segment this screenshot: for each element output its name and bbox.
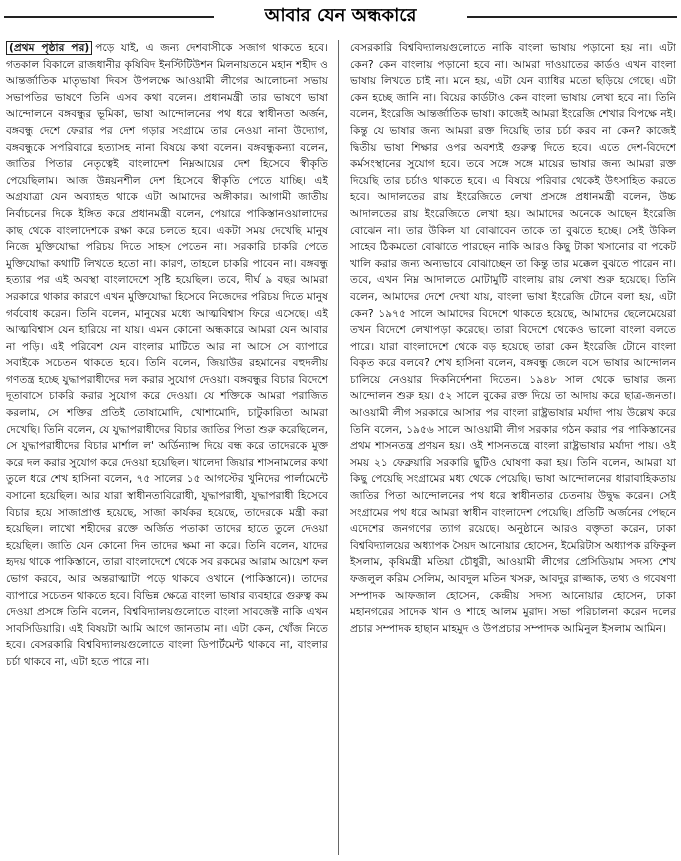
article-column-left	[6, 40, 328, 855]
article-paragraph-left	[6, 40, 328, 671]
continued-from-label: (প্রথম পৃষ্ঠার পর)	[6, 41, 92, 55]
headline-rule-left	[4, 16, 214, 18]
headline-rule-right	[467, 16, 677, 18]
article-body-right: বেসরকারি বিশ্ববিদ্যালয়গুলোতে নাকি বাংলা ভাষায় পড়ানো হয় না। এটা কেন? কেন বাংলায় পড়ানো হবে না। আমরা দাওয়াতের কার্ডও এখন বাংলা ভাষায় লিখতে চাই না। মনে হয়, এটা যেন ব্যাধির মতো ছড়িয়ে গেছে। এটা কেন হচ্ছে জানি না। বিয়ের কার্ডটাও কেন বাংলা ভাষায় লেখা হবে না। তিনি বলেন, ইংরেজি আন্তর্জাতিক ভাষা। কাজেই আমরা ইংরেজি শেখার বিপক্ষে নই। কিন্তু যে ভাষার জন্য আমরা রক্ত দিয়েছি তার চর্চা করব না কেন? কাজেই দ্বিতীয় ভাষা শিক্ষার ওপর অবশ্যই গুরুত্ব দিতে হবে। এতে দেশ-বিদেশে কর্মসংস্থানের সুযোগ হবে। তবে সঙ্গে সঙ্গে মায়ের ভাষার জন্য আমরা রক্ত দিয়েছি তার চর্চাও থাকতে হবে। এ বিষয়ে পরিবার থেকেই উৎসাহিত করতে হবে। আদালতের রায় ইংরেজিতে লেখা প্রসঙ্গে প্রধানমন্ত্রী বলেন, উচ্চ আদালতের রায় ইংরেজিতে লেখা হয়। আমাদের অনেকে আছেন ইংরেজি বোঝেন না। তার উকিল যা বোঝাবেন তাকে তা বুঝতে হচ্ছে। সেই উকিল সাহেব ঠিকমতো বোঝাতে পারছেন নাকি আরও কিছু টাকা খসানোর বা পকেট খালি করার জন্য অন্যভাবে বোঝাচ্ছেন তা কিন্তু তার মক্কেল বুঝতে পারেন না। তবে, এখন নিম্ন আদালতে মোটামুটি বাংলায় রায় লেখা শুরু হয়েছে। তিনি বলেন, আমাদের দেশে দেখা যায়, বাংলা ভাষা ইংরেজি টোনে বলা হয়, এটা কেন? ১৯৭৫ সালে আমাদের বিদেশে থাকতে হয়েছে, আমাদের ছেলেমেয়েরা তখন বিদেশে লেখাপড়া করেছে। তারা বিদেশে থেকেও ভালো বাংলা বলতে পারে। যারা বাংলাদেশে থেকে বড় হয়েছে তারা কেন ইংরেজি টোনে বাংলা বিকৃত করে বলবে? শেখ হাসিনা বলেন, বঙ্গবন্ধু জেলে বসে ভাষার আন্দোলন চালিয়ে নেওয়ার দিকনির্দেশনা দিতেন। ১৯৪৮ সাল থেকে ভাষার জন্য আন্দোলন শুরু হয়। ৫২ সালে বুকের রক্ত দিয়ে তা আদায় করে ছাত্র-জনতা। আওয়ামী লীগ সরকারে আসার পর বাংলা রাষ্ট্রভাষার মর্যাদা পায় উল্লেখ করে তিনি বলেন, ১৯৫৬ সালে আওয়ামী লীগ সরকার গঠন করার পর পাকিস্তানের প্রথম শাসনতন্ত্র প্রণয়ন হয়। ওই শাসনতন্ত্রে বাংলা রাষ্ট্রভাষার মর্যাদা পায়। ওই সময় ২১ ফেব্রুয়ারি সরকারি ছুটিও ঘোষণা করা হয়। তিনি বলেন, আমরা যা কিছু পেয়েছি সংগ্রামের মধ্য থেকে পেয়েছি। ভাষা আন্দোলনের ধারাবাহিকতায় জাতির পিতা আন্দোলনের পথ ধরে স্বাধীনতার চেতনায় উদ্বুদ্ধ করেন। সেই সংগ্রামের পথ ধরে আমরা স্বাধীন বাংলাদেশ পেয়েছি। প্রতিটি অর্জনের পেছনে এদেশের জনগণের ত্যাগ রয়েছে। অনুষ্ঠানে আরও বক্তৃতা করেন, ঢাকা বিশ্ববিদ্যালয়ের অধ্যাপক সৈয়দ আনোয়ার হোসেন, ইমেরিটাস অধ্যাপক রফিকুল ইসলাম, কৃষিমন্ত্রী মতিয়া চৌধুরী, আওয়ামী লীগের প্রেসিডিয়াম সদস্য শেখ ফজলুল করিম সেলিম, আবদুল মতিন খসরু, আবদুর রাজ্জাক, তথ্য ও গবেষণা সম্পাদক আফজাল হোসেন, কেন্দ্রীয় সদস্য আনোয়ার হোসেন, ঢাকা মহানগরের সাদেক খান ও শাহে আলম মুরাদ। সভা পরিচালনা করেন দলের প্রচার সম্পাদক হাছান মাহমুদ ও উপপ্রচার সম্পাদক আমিনুল ইসলাম আমিন।	[350, 42, 676, 635]
article-headline: আবার যেন অন্ধকারে	[264, 5, 417, 26]
article-body-left: পড়ে যাই, এ জন্য দেশবাসীকে সজাগ থাকতে হবে। গতকাল বিকালে রাজধানীর কৃষিবিদ ইনস্টিটিউশন মিলনায়তনে মহান শহীদ ও আন্তর্জাতিক মাতৃভাষা দিবস উপলক্ষে আওয়ামী লীগের আলোচনা সভায় সভাপতির ভাষণে তিনি এসব কথা বলেন। প্রধানমন্ত্রী তার ভাষণে ভাষা আন্দোলনে বঙ্গবন্ধুর ভূমিকা, ভাষা আন্দোলনের পথ ধরে স্বাধীনতা অর্জন, বঙ্গবন্ধু দেশে ফেরার পর দেশ গড়ার সংগ্রামে তার নেওয়া নানা উদ্যোগ, বঙ্গবন্ধুকে সপরিবারে হত্যাসহ নানা বিষয়ে কথা বলেন। বঙ্গবন্ধুকন্যা বলেন, জাতির পিতার নেতৃত্বেই বাংলাদেশ নিম্নআয়ের দেশ হিসেবে স্বীকৃতি পেয়েছিলাম। আজ উন্নয়নশীল দেশ হিসেবে স্বীকৃতি পেতে যাচ্ছি। এই অগ্রযাত্রা যেন অব্যাহত থাকে এটা আমাদের অঙ্গীকার। আগামী জাতীয় নির্বাচনের দিকে ইঙ্গিত করে প্রধানমন্ত্রী বলেন, পেয়ারে পাকিস্তানওয়ালাদের কাছ থেকে বাংলাদেশকে রক্ষা করে চলতে হবে। একটা সময় দেখেছি মানুষ নিজে মুক্তিযোদ্ধা পরিচয় দিতে সাহস পেতেন না। সরকারি চাকরি পেতে মুক্তিযোদ্ধা কথাটি লিখতে হতো না। কারণ, তাহলে চাকরি পাবেন না। বঙ্গবন্ধু হত্যার পর এই অবস্থা বাংলাদেশে সৃষ্টি হয়েছিল। তবে, দীর্ঘ ৯ বছর আমরা সরকারে থাকার কারণে এখন মুক্তিযোদ্ধা হিসেবে নিজেদের পরিচয় দিতে মানুষ গর্ববোধ করেন। তিনি বলেন, মানুষের মধ্যে আত্মবিশ্বাস ফিরে এসেছে। এই আত্মবিশ্বাস যেন হারিয়ে না যায়। এমন কোনো অন্ধকারে আমরা যেন আবার না পড়ি। এই পরিবেশ যেন বাংলার মাটিতে আর না আসে সে ব্যাপারে সবাইকে সচেতন থাকতে হবে। তিনি বলেন, জিয়াউর রহমানের বহুদলীয় গণতন্ত্র হচ্ছে যুদ্ধাপরাধীদের দল করার সুযোগ দেওয়া। বঙ্গবন্ধুর বিচার বিদেশে দূতাবাসে চাকরি করার সুযোগ করে দেওয়া। যে শক্তিকে আমরা পরাজিত করলাম, সে শক্তির প্রতিই তোষামোদি, খোশামোদি, চাটুকারিতা আমরা দেখেছি। তিনি বলেন, যে যুদ্ধাপরাধীদের বিচার জাতির পিতা শুরু করেছিলেন, সে যুদ্ধাপরাধীদের বিচার মার্শাল ল' অর্ডিন্যান্স দিয়ে বন্ধ করে তাদেরকে মুক্ত করে দল করার সুযোগ করে দেওয়া হয়েছিল। খালেদা জিয়ার শাসনামলের কথা তুলে ধরে শেখ হাসিনা বলেন, ৭৫ সালের ১৫ আগস্টের খুনিদের পার্লামেন্টে বসানো হয়েছিল। আর যারা স্বাধীনতাবিরোধী, যুদ্ধাপরাধী, যুদ্ধাপরাধী হিসেবে বিচার হয়ে সাজাপ্রাপ্ত হয়েছে, সাজা কার্যকর হয়েছে, তাদেরকে মন্ত্রী করা হয়েছিল। লাখো শহীদের রক্তে অর্জিত পতাকা তাদের হাতে তুলে দেওয়া হয়েছিল। জাতি যেন কোনো দিন তাদের ক্ষমা না করে। তিনি বলেন, যাদের হৃদয় থাকে পাকিস্তানে, তারা বাংলাদেশে থেকে সব রকমের আরাম আয়েশ ফল ভোগ করবে, আর অন্তরাত্মাটা পড়ে থাকবে ওখানে (পাকিস্তানে)। তাদের ব্যাপারে সচেতন থাকতে হবে। বিভিন্ন ক্ষেত্রে বাংলা ভাষার ব্যবহারে গুরুত্ব কম দেওয়া প্রসঙ্গে তিনি বলেন, বিশ্ববিদ্যালয়গুলোতে বাংলা সাবজেক্ট নাকি এখন সাবসিডিয়ারি। এই বিষয়টা আমি আগে জানতাম না। এটা কেন, খোঁজ নিতে হবে। বেসরকারি বিশ্ববিদ্যালয়গুলোতে বাংলা ডিপার্টমেন্ট থাকবে না, বাংলার চর্চা থাকবে না, এটা হতে পারে না।	[6, 42, 328, 668]
article-paragraph-right	[350, 40, 676, 637]
headline-bar	[0, 4, 681, 30]
column-divider	[338, 40, 339, 855]
article-column-right	[350, 40, 676, 855]
